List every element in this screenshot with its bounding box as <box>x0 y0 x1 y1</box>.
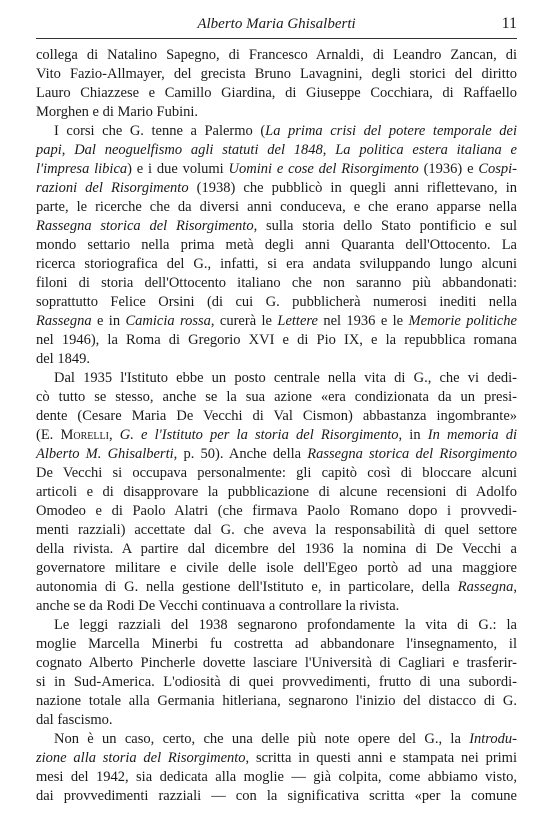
text-line: menti razziali) accettate dal G. che aveva la responsabilità di quel settore <box>36 522 517 538</box>
running-header-title: Alberto Maria Ghisalberti <box>197 16 356 32</box>
text-line: autonomia di G. nella gestione dell'Istituto e, in particolare, della Rassegna, <box>36 579 517 595</box>
text-line: Lauro Chiazzese e Camillo Giardina, di Giuseppe Cocchiara, di Raffaello <box>36 85 517 101</box>
text-line: Non è un caso, certo, che una delle più note opere del G., la Introdu- <box>54 731 517 747</box>
text-line: del 1849. <box>36 351 90 367</box>
text-line: Rassegna storica del Risorgimento, sulla storia dello Stato pontificio e sul <box>36 218 517 234</box>
text-line: parte, le ricerche che da diversi anni conduceva, e che erano apparse nella <box>36 199 517 215</box>
running-header <box>36 14 517 39</box>
text-line: collega di Natalino Sapegno, di Francesco Arnaldi, di Leandro Zancan, di <box>36 47 517 63</box>
text-line: Omodeo e di Paolo Alatri (che firmava Paolo Romano dopo i provvedi- <box>36 503 517 519</box>
text-line: Morghen e di Mario Fubini. <box>36 104 199 120</box>
paragraph <box>36 122 517 369</box>
text-line: cò tutto se stesso, anche se la sua azione «era condizionata da un presi- <box>36 389 517 405</box>
body-text <box>36 46 517 806</box>
text-line: filoni di storia dell'Ottocento italiano che non saranno più abbandonati: <box>36 275 517 291</box>
paragraph <box>36 369 517 616</box>
text-line: dente (Cesare Maria De Vecchi di Val Cismon) abbastanza ingombrante» <box>36 408 517 424</box>
text-line: mondo settario nella prima metà degli anni Quaranta dell'Ottocento. La <box>36 237 517 253</box>
text-line: dai provvedimenti razziali — con la significativa scritta «per la comune <box>36 788 517 804</box>
text-line: Dal 1935 l'Istituto ebbe un posto centrale nella vita di G., che vi dedi- <box>54 370 517 386</box>
text-line: De Vecchi si occupava personalmente: gli capitò così di bloccare alcuni <box>36 465 517 481</box>
text-line: papi, Dal neoguelfismo agli statuti del 1848, La politica estera italiana e <box>36 142 517 158</box>
page-number: 11 <box>501 15 517 32</box>
text-line: nel 1946), la Roma di Gregorio XVI e di Pio IX, e la repubblica romana <box>36 332 517 348</box>
text-line: moglie Marcella Minerbi fu costretta ad abbandonare l'insegnamento, il <box>36 636 517 652</box>
text-line: l'impresa libica) e i due volumi Uomini e cose del Risorgimento (1936) e Cospi- <box>36 161 517 177</box>
text-line: della rivista. A partire dal dicembre del 1936 la nomina di De Vecchi a <box>36 541 517 557</box>
text-line: Alberto M. Ghisalberti, p. 50). Anche della Rassegna storica del Risorgimento <box>36 446 517 462</box>
text-line: Vito Fazio-Allmayer, del grecista Bruno Lavagnini, degli storici del diritto <box>36 66 517 82</box>
text-line: mesi del 1942, sia dedicata alla moglie — già colpita, come abbiamo visto, <box>36 769 517 785</box>
paragraph <box>36 46 517 122</box>
text-line: nazione totale alla Germania hitleriana, segnarono l'inizio del distacco di G. <box>36 693 517 709</box>
text-line: Rassegna e in Camicia rossa, curerà le Lettere nel 1936 e le Memorie politiche <box>36 313 517 329</box>
text-line: dal fascismo. <box>36 712 113 728</box>
text-line: articoli e di disapprovare la pubblicazione di alcune recensioni di Adolfo <box>36 484 517 500</box>
paragraph <box>36 616 517 730</box>
text-line: si in Sud-America. L'odiosità di quei provvedimenti, frutto di una subordi- <box>36 674 517 690</box>
text-line: Le leggi razziali del 1938 segnarono profondamente la vita di G.: la <box>54 617 517 633</box>
text-line: anche se da Rodi De Vecchi continuava a controllare la rivista. <box>36 598 400 614</box>
text-line: zione alla storia del Risorgimento, scritta in questi anni e stampata nei primi <box>36 750 517 766</box>
text-line: soprattutto Felice Orsini (di cui G. pubblicherà numerosi inediti nella <box>36 294 517 310</box>
text-line: cognato Alberto Pincherle dovette lasciare l'Università di Cagliari e trasferir- <box>36 655 517 671</box>
text-line: razioni del Risorgimento (1938) che pubblicò in quegli anni riflettevano, in <box>36 180 517 196</box>
text-line: governatore militare e civile delle isole dell'Egeo portò ad una maggiore <box>36 560 517 576</box>
text-line: (E. Morelli, G. e l'Istituto per la storia del Risorgimento, in In memoria di <box>36 427 518 443</box>
text-line: I corsi che G. tenne a Palermo (La prima crisi del potere temporale dei <box>54 123 517 139</box>
text-line: ricerca storiografica del G., infatti, si era andata sviluppando lungo alcuni <box>36 256 517 272</box>
paragraph <box>36 730 517 806</box>
